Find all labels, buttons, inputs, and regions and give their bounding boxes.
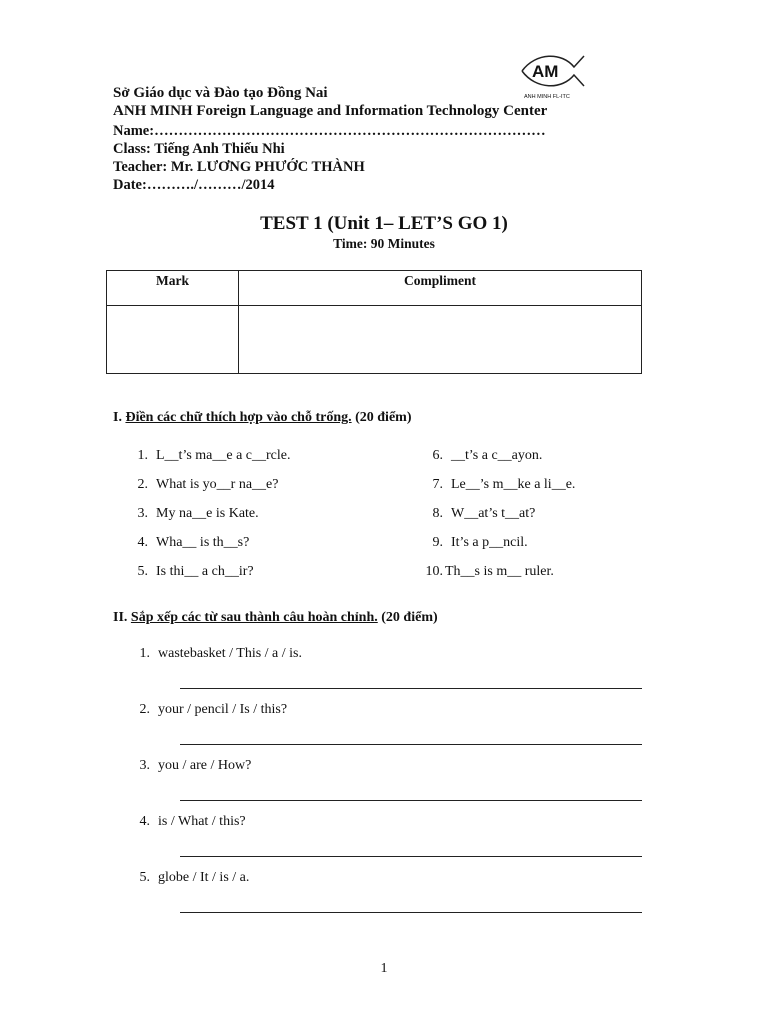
department-name: Sở Giáo dục và Đào tạo Đồng Nai <box>113 85 328 101</box>
mark-header: Mark <box>107 271 239 306</box>
list-item: 2. your / pencil / Is / this? <box>139 702 288 717</box>
date-line: Date:………./………/2014 <box>113 177 275 193</box>
section-2-instruction: Sắp xếp các từ sau thành câu hoàn chỉnh. <box>130 610 378 625</box>
list-item: 1. wastebasket / This / a / is. <box>139 646 302 661</box>
list-item: 3. My na__e is Kate. <box>137 506 259 521</box>
section-2-numeral: II. <box>113 610 131 625</box>
mark-cell <box>107 306 239 374</box>
list-item: 4. is / What / this? <box>139 814 246 829</box>
list-item: 5. globe / It / is / a. <box>139 870 250 885</box>
compliment-header: Compliment <box>239 271 642 306</box>
answer-line[interactable] <box>180 800 642 801</box>
logo-initials: AM <box>532 62 559 81</box>
name-line: Name:……………………………………………………………………… <box>113 123 546 139</box>
section-1-instruction: Điền các chữ thích hợp vào chỗ trống. <box>125 410 352 425</box>
list-item: 9. It’s a p__ncil. <box>432 535 528 550</box>
list-item: 8. W__at’s t__at? <box>432 506 536 521</box>
page-number: 1 <box>380 961 388 976</box>
answer-line[interactable] <box>180 912 642 913</box>
section-2-points: (20 điểm) <box>377 610 438 625</box>
section-1-heading <box>113 410 412 426</box>
list-item: 4. Wha__ is th__s? <box>137 535 250 550</box>
list-item: 3. you / are / How? <box>139 758 252 773</box>
list-item: 10. Th__s is m__ ruler. <box>425 564 554 579</box>
list-item: 1. L__t’s ma__e a c__rcle. <box>137 448 291 463</box>
list-item: 2. What is yo__r na__e? <box>137 477 279 492</box>
class-line: Class: Tiếng Anh Thiếu Nhi <box>113 141 285 157</box>
list-item: 6. __t’s a c__ayon. <box>432 448 543 463</box>
test-time: Time: 90 Minutes <box>333 236 435 251</box>
list-item: 5. Is thi__ a ch__ir? <box>137 564 254 579</box>
list-item: 7. Le__’s m__ke a li__e. <box>432 477 576 492</box>
fish-logo-icon <box>518 50 590 102</box>
answer-line[interactable] <box>180 856 642 857</box>
teacher-line: Teacher: Mr. LƯƠNG PHƯỚC THÀNH <box>113 159 365 175</box>
center-name: ANH MINH Foreign Language and Information Technology Center <box>113 103 548 119</box>
section-2-heading <box>113 610 438 626</box>
compliment-cell <box>239 306 642 374</box>
test-title: TEST 1 (Unit 1– LET’S GO 1) <box>260 213 508 234</box>
center-logo <box>518 50 590 107</box>
section-1-numeral: I. <box>113 410 126 425</box>
logo-caption: ANH MINH FL-ITC <box>524 94 570 100</box>
answer-line[interactable] <box>180 744 642 745</box>
answer-line[interactable] <box>180 688 642 689</box>
mark-table <box>106 270 642 374</box>
section-1-points: (20 điểm) <box>351 410 412 425</box>
